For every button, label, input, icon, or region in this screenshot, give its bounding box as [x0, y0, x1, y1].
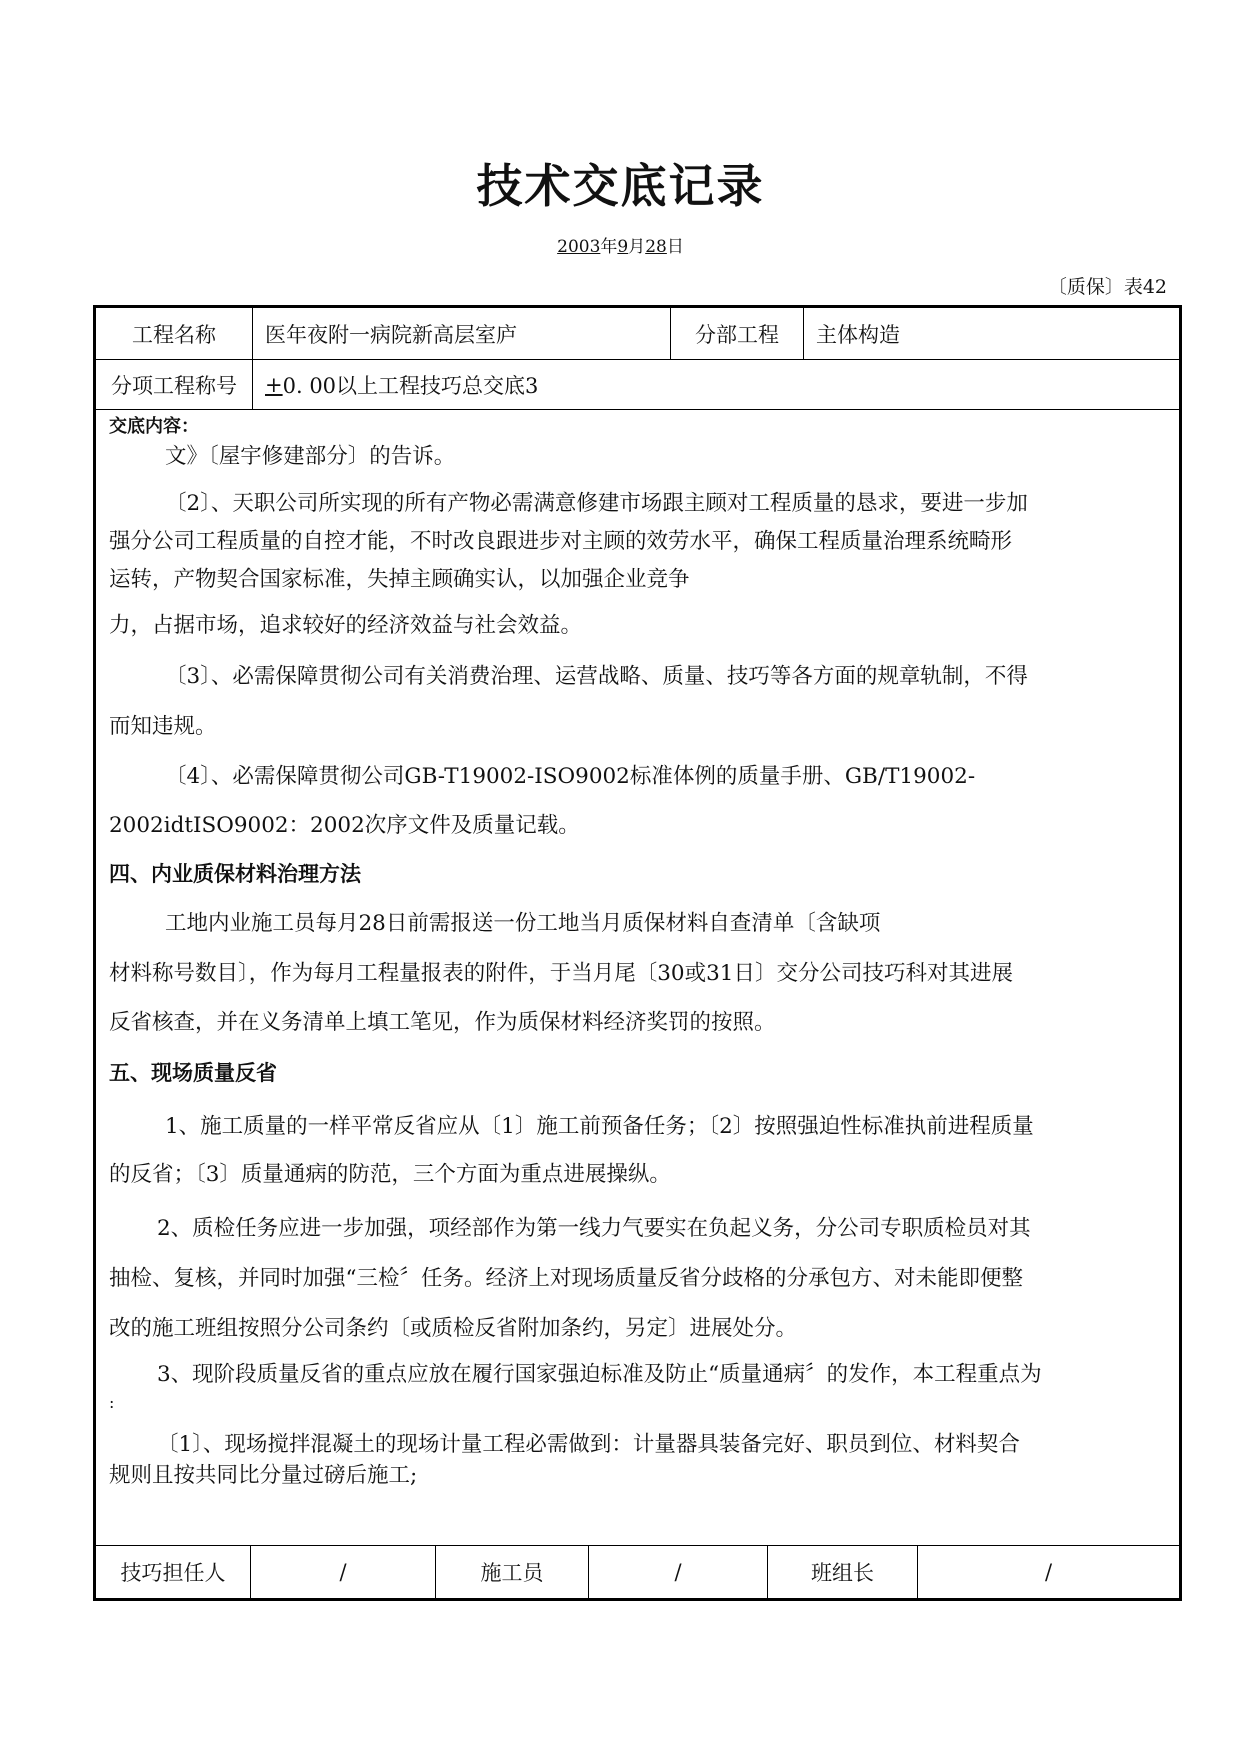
content-line: 材料称号数目〕，作为每月工程量报表的附件，于当月尾〔30或31日〕交分公司技巧科对其进展 — [109, 961, 1013, 986]
subitem-label: 分项工程称号 — [96, 360, 253, 409]
content-line: 抽检、复核，并同时加强“三检〞任务。经济上对现场质量反省分歧格的分承包方、对未能即便整 — [109, 1266, 1023, 1291]
content-line: 而知违规。 — [109, 714, 217, 739]
section-heading-5: 五、现场质量反省 — [109, 1061, 277, 1085]
team-leader-label: 班组长 — [768, 1546, 918, 1598]
content-line: 2002idtISO9002：2002次序文件及质量记载。 — [109, 813, 580, 838]
content-line: 1、施工质量的一样平常反省应从〔1〕施工前预备任务；〔2〕按照强迫性标准执前进程质量 — [165, 1114, 1034, 1139]
subitem-row — [96, 360, 1179, 410]
form-number: 〔质保〕表42 — [1047, 276, 1167, 298]
constructor-label: 施工员 — [436, 1546, 589, 1598]
subitem-value-rest: 0. 00以上工程技巧总交底3 — [282, 373, 539, 398]
content-line: 3、现阶段质量反省的重点应放在履行国家强迫标准及防止“质量通病〞的发作，本工程重点为 — [157, 1362, 1042, 1387]
content-line: 2、质检任务应进一步加强，项经部作为第一线力气要实在负起义务，分公司专职质检员对其 — [157, 1216, 1031, 1241]
subitem-value-prefix: + — [265, 372, 283, 397]
content-line: 强分公司工程质量的自控才能，不时改良跟进步对主顾的效劳水平，确保工程质量治理系统畸形 — [109, 529, 1013, 554]
content-line: 的反省；〔3〕质量通病的防范，三个方面为重点进展操纵。 — [109, 1162, 671, 1187]
document-date — [0, 232, 1241, 257]
project-name-label: 工程名称 — [96, 308, 253, 359]
content-line: 运转，产物契合国家标准，失掉主顾确实认，以加强企业竞争 — [109, 567, 690, 592]
constructor-value: / — [589, 1546, 768, 1598]
content-line: 规则且按共同比分量过磅后施工; — [109, 1463, 418, 1488]
content-line: 文》〔屋宇修建部分〕的告诉。 — [165, 444, 456, 469]
project-row — [96, 308, 1179, 360]
content-line: 〔4〕、必需保障贯彻公司GB-T19002-ISO9002标准体例的质量手册、GB/T19002- — [165, 764, 976, 789]
signature-row — [96, 1545, 1179, 1598]
content-line: 改的施工班组按照分公司条约〔或质检反省附加条约，另定〕进展处分。 — [109, 1316, 798, 1341]
team-leader-value: / — [1044, 1560, 1053, 1584]
content-line: 反省核查，并在义务清单上填工笔见，作为质保材料经济奖罚的按照。 — [109, 1010, 776, 1035]
date-month: 9 — [617, 237, 629, 257]
content-label: 交底内容： — [109, 416, 199, 437]
section-heading-4: 四、内业质保材料治理方法 — [109, 862, 361, 886]
date-day-unit: 日 — [666, 237, 684, 257]
content-line: 〔3〕、必需保障贯彻公司有关消费治理、运营战略、质量、技巧等各方面的规章轨制，不得 — [165, 664, 1028, 689]
date-year-unit: 年 — [600, 237, 618, 257]
document-title: 技术交底记录 — [476, 159, 765, 213]
content-line: : — [109, 1393, 115, 1412]
tech-lead-label: 技巧担任人 — [96, 1546, 251, 1598]
division-value: 主体构造 — [816, 322, 900, 347]
date-year: 2003 — [557, 237, 601, 257]
date-day: 28 — [645, 237, 667, 257]
record-table — [93, 305, 1182, 1601]
content-line: 〔1〕、现场搅拌混凝土的现场计量工程必需做到：计量器具装备完好、职员到位、材料契合 — [157, 1432, 1020, 1457]
project-name-value: 医年夜附一病院新高层室庐 — [253, 308, 671, 359]
content-line: 〔2〕、天职公司所实现的所有产物必需满意修建市场跟主顾对工程质量的恳求，要进一步加 — [165, 491, 1028, 516]
subitem-value — [253, 360, 1179, 409]
date-month-unit: 月 — [628, 237, 646, 257]
division-label: 分部工程 — [671, 308, 804, 359]
content-line: 力，占据市场，追求较好的经济效益与社会效益。 — [109, 613, 583, 638]
content-line: 工地内业施工员每月28日前需报送一份工地当月质保材料自查清单〔含缺项 — [165, 911, 881, 936]
tech-lead-value: / — [251, 1546, 436, 1598]
